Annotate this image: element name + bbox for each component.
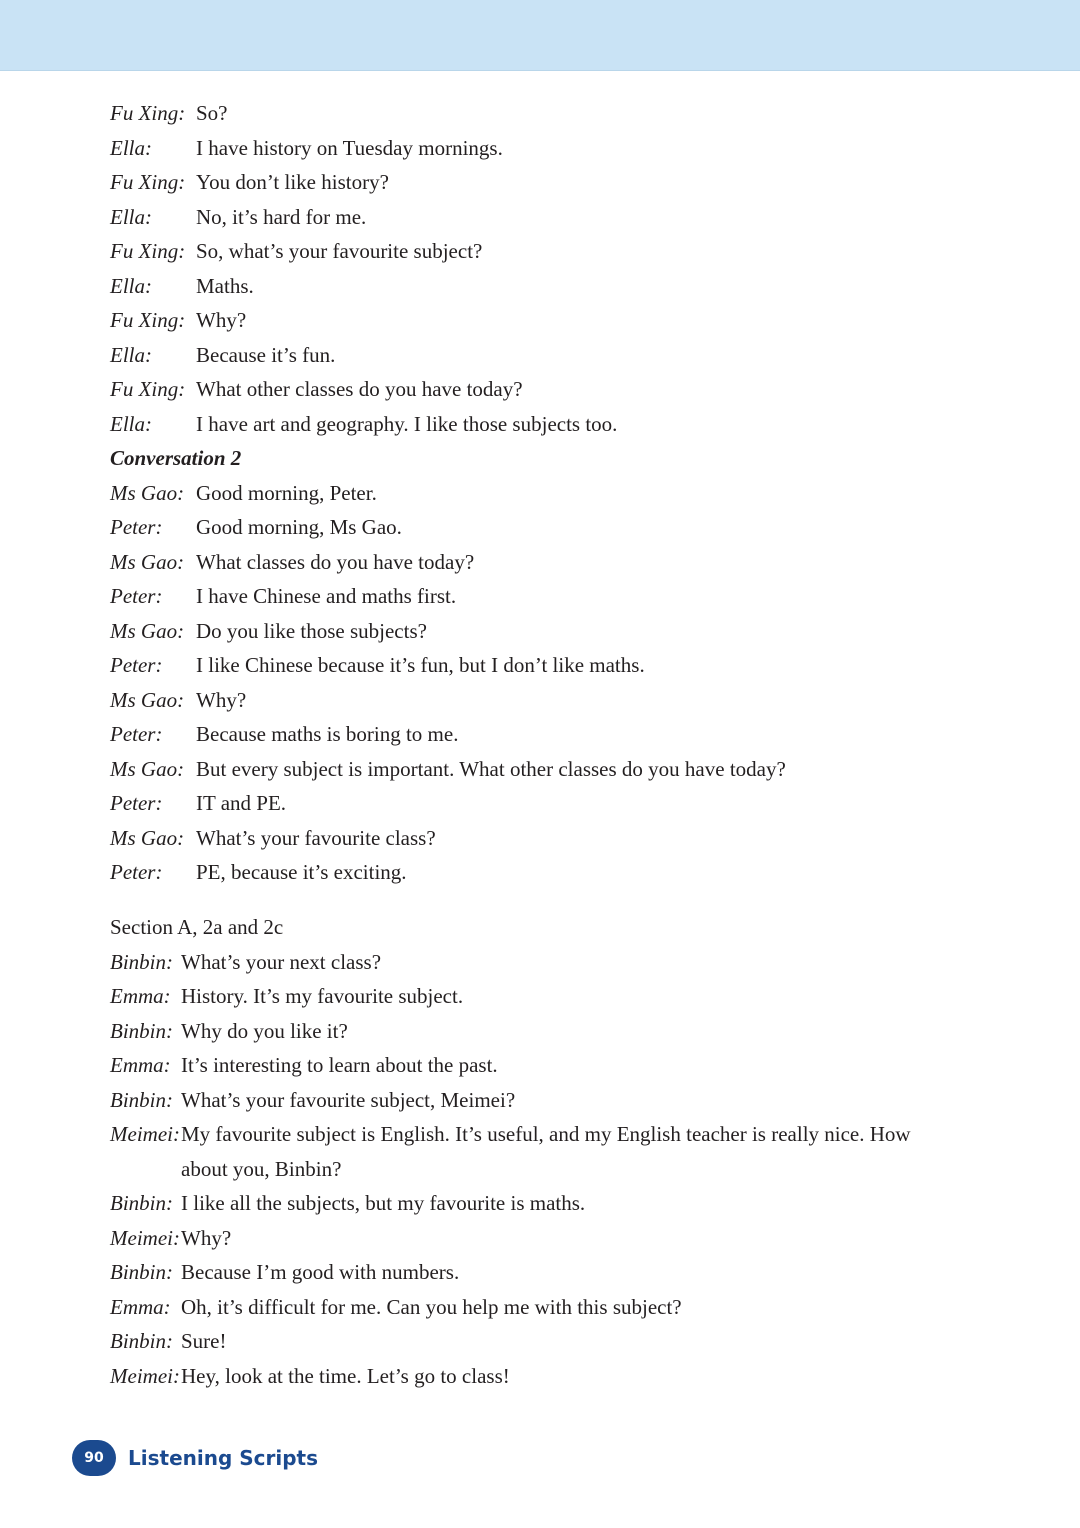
dialogue-line [110,1221,970,1256]
speaker-label: Peter: [110,653,163,677]
dialogue-text: No, it’s hard for me. [196,204,367,229]
speaker-label: Ms Gao: [110,687,185,712]
dialogue-line [110,96,970,131]
speaker-label: Peter: [110,584,163,608]
speaker-label: Meimei: [110,1122,180,1146]
footer-title: Listening Scripts [128,1446,318,1470]
speaker-label: Ella: [110,204,152,229]
dialogue-text: IT and PE. [196,791,287,815]
speaker-label: Binbin: [110,1087,173,1112]
dialogue-text: Good morning, Peter. [196,480,377,505]
dialogue-line [110,717,970,752]
dialogue-line [110,945,970,980]
dialogue-text: Do you like those subjects? [196,618,427,643]
dialogue-text: Maths. [196,273,254,298]
speaker-label: Ms Gao: [110,756,185,781]
dialogue-text: So? [196,101,228,125]
dialogue-text: What’s your favourite subject, Meimei? [181,1087,516,1112]
dialogue-text: Why? [181,1225,232,1250]
dialogue-text: I have art and geography. I like those subjects too. [196,411,618,436]
dialogue-line [110,786,970,821]
conversation-heading: Conversation 2 [110,446,242,470]
dialogue-text: What classes do you have today? [196,549,475,574]
speaker-label: Peter: [110,791,163,815]
dialogue-line [110,1324,970,1359]
dialogue-line [110,1359,970,1394]
speaker-label: Ms Gao: [110,618,185,643]
dialogue-line [110,131,970,166]
speaker-label: Ella: [110,273,152,298]
dialogue-continuation: about you, Binbin? [181,1156,342,1181]
dialogue-line [110,165,970,200]
dialogue-line [110,338,970,373]
dialogue-text: Why? [196,687,247,712]
dialogue-line [110,821,970,856]
dialogue-text: Because it’s fun. [196,342,336,367]
dialogue-line [110,752,970,787]
dialogue-line [110,1117,970,1152]
dialogue-line [110,1255,970,1290]
speaker-label: Emma: [110,1294,171,1319]
dialogue-text: Sure! [181,1329,227,1353]
conversation-block [110,96,970,890]
dialogue-line [110,269,970,304]
dialogue-text: But every subject is important. What other classes do you have today? [196,756,786,781]
speaker-label: Ms Gao: [110,549,185,574]
dialogue-text: Oh, it’s difficult for me. Can you help me with this subject? [181,1294,682,1319]
dialogue-line [110,476,970,511]
dialogue-text: I like Chinese because it’s fun, but I don’t like maths. [196,653,645,677]
dialogue-line [110,579,970,614]
dialogue-text: History. It’s my favourite subject. [181,984,464,1008]
dialogue-line [110,1048,970,1083]
speaker-label: Peter: [110,722,163,746]
speaker-label: Fu Xing: [110,101,186,125]
speaker-label: Fu Xing: [110,377,186,401]
speaker-label: Ms Gao: [110,825,185,850]
dialogue-text: I have history on Tuesday mornings. [196,135,503,160]
dialogue-text: It’s interesting to learn about the past. [181,1053,498,1077]
speaker-label: Ms Gao: [110,480,185,505]
dialogue-text: Why? [196,308,247,332]
dialogue-line [110,407,970,442]
dialogue-line [110,1290,970,1325]
speaker-label: Ella: [110,411,152,436]
speaker-label: Peter: [110,515,163,539]
dialogue-line [110,683,970,718]
speaker-label: Binbin: [110,1329,173,1353]
speaker-label: Emma: [110,1053,171,1077]
dialogue-text: So, what’s your favourite subject? [196,239,483,263]
dialogue-line [110,855,970,890]
dialogue-text: I like all the subjects, but my favourite is maths. [181,1191,586,1215]
dialogue-line [110,303,970,338]
speaker-label: Fu Xing: [110,170,186,194]
dialogue-line [110,234,970,269]
dialogue-text: PE, because it’s exciting. [196,860,407,884]
dialogue-text: Good morning, Ms Gao. [196,515,402,539]
dialogue-line [110,648,970,683]
dialogue-line [110,200,970,235]
header-band [0,0,1080,71]
section-heading: Section A, 2a and 2c [110,915,284,939]
speaker-label: Peter: [110,860,163,884]
section-block [110,910,970,1393]
dialogue-text: Because I’m good with numbers. [181,1260,460,1284]
speaker-label: Fu Xing: [110,308,186,332]
dialogue-text: Why do you like it? [181,1018,348,1043]
dialogue-text: Because maths is boring to me. [196,722,459,746]
speaker-label: Ella: [110,342,152,367]
speaker-label: Fu Xing: [110,239,186,263]
dialogue-line [110,979,970,1014]
speaker-label: Meimei: [110,1363,180,1388]
dialogue-line [110,372,970,407]
dialogue-text: What other classes do you have today? [196,377,523,401]
dialogue-text: You don’t like history? [196,170,389,194]
dialogue-line [110,1014,970,1049]
speaker-label: Meimei: [110,1225,180,1250]
page-number-badge: 90 [72,1440,116,1476]
dialogue-text: My favourite subject is English. It’s useful, and my English teacher is really nice. How [181,1122,911,1146]
dialogue-text: I have Chinese and maths first. [196,584,457,608]
speaker-label: Binbin: [110,1018,173,1043]
dialogue-line [110,1083,970,1118]
speaker-label: Binbin: [110,949,173,974]
speaker-label: Binbin: [110,1260,173,1284]
speaker-label: Emma: [110,984,171,1008]
dialogue-line [110,1186,970,1221]
speaker-label: Ella: [110,135,152,160]
dialogue-text: What’s your favourite class? [196,825,436,850]
dialogue-line [110,510,970,545]
dialogue-line [110,614,970,649]
dialogue-text: What’s your next class? [181,949,382,974]
dialogue-line [110,545,970,580]
speaker-label: Binbin: [110,1191,173,1215]
dialogue-text: Hey, look at the time. Let’s go to class! [181,1363,510,1388]
